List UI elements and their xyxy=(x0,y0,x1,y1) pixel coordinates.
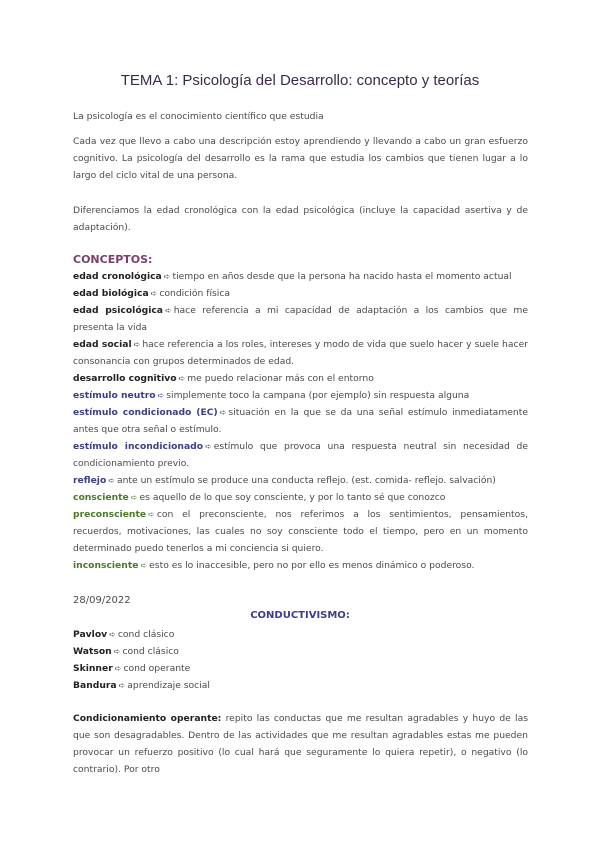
arrow-icon: ➪ xyxy=(163,272,171,281)
author-description: cond operante xyxy=(123,663,191,674)
concept-term: estímulo condicionado (EC) xyxy=(73,407,218,418)
operante-term: Condicionamiento operante: xyxy=(73,713,222,724)
concept-definition: hace referencia a los roles, intereses y modo de vida que suelo hacer y suele hacer consonancia con grupos determinados de edad. xyxy=(73,339,528,367)
concept-term: desarrollo cognitivo xyxy=(73,373,177,384)
concept-definition: simplemente toco la campana (por ejemplo) sin respuesta alguna xyxy=(166,390,470,401)
author-item xyxy=(73,643,528,660)
arrow-icon: ➪ xyxy=(109,630,116,639)
concept-definition: ante un estímulo se produce una conducta reflejo. (est. comida- reflejo. salvación) xyxy=(116,475,496,486)
author-description: cond clásico xyxy=(122,646,179,657)
paragraph-2-text: Diferenciamos la edad cronológica con la edad psicológica (incluye la capacidad asertiva y de adaptación). xyxy=(73,205,528,233)
author-item xyxy=(73,626,528,643)
concepts-section xyxy=(73,251,528,574)
author-name: Bandura xyxy=(73,680,117,691)
arrow-icon: ➪ xyxy=(118,681,126,690)
concept-item xyxy=(73,404,528,438)
concepts-heading: CONCEPTOS: xyxy=(73,253,153,266)
arrow-icon: ➪ xyxy=(140,561,148,570)
arrow-icon: ➪ xyxy=(178,374,186,383)
paragraph-1 xyxy=(73,133,528,184)
concept-item xyxy=(73,285,528,302)
arrow-icon: ➪ xyxy=(130,493,138,502)
arrow-icon: ➪ xyxy=(219,408,227,417)
intro-line: La psicología es el conocimiento científico que estudia xyxy=(73,111,324,122)
concept-definition: situación en la que se da una señal estímulo inmediatamente antes que otra señal o estímulo. xyxy=(73,407,528,435)
paragraph-1-text: Cada vez que llevo a cabo una descripción estoy aprendiendo y llevando a cabo un gran esfuerzo cognitivo. La psicología del desarrollo es la rama que estudia los cambios que tienen lugar a lo largo del ciclo vital de una persona. xyxy=(73,136,528,181)
arrow-icon: ➪ xyxy=(113,647,121,656)
concept-definition: hace referencia a mi capacidad de adaptación a los cambios que me presenta la vida xyxy=(73,305,528,333)
concept-term: consciente xyxy=(73,492,129,503)
concept-term: edad biológica xyxy=(73,288,149,299)
concept-definition: condición física xyxy=(159,288,231,299)
arrow-icon: ➪ xyxy=(108,476,115,485)
arrow-icon: ➪ xyxy=(157,391,165,400)
author-name: Watson xyxy=(73,646,112,657)
concept-definition: con el preconsciente, nos referimos a los sentimientos, pensamientos, recuerdos, motivaciones, las cuales no soy consciente todo el tiempo, pero en un momento determinado puedo tenerlos a mi conciencia si quiero. xyxy=(73,509,528,554)
arrow-icon: ➪ xyxy=(205,442,212,451)
concept-item xyxy=(73,438,528,472)
arrow-icon: ➪ xyxy=(148,510,155,519)
date-label: 28/09/2022 xyxy=(73,595,131,606)
concept-definition: estímulo que provoca una respuesta neutral sin necesidad de condicionamiento previo. xyxy=(73,441,528,469)
concept-item xyxy=(73,302,528,336)
concept-term: reflejo xyxy=(73,475,107,486)
authors-list xyxy=(73,626,528,694)
author-description: aprendizaje social xyxy=(127,680,210,691)
arrow-icon: ➪ xyxy=(150,289,158,298)
concept-item xyxy=(73,370,528,387)
concept-term: edad cronológica xyxy=(73,271,162,282)
concept-definition: esto es lo inaccesible, pero no por ello es menos dinámico o poderoso. xyxy=(149,560,475,571)
concept-item xyxy=(73,506,528,557)
concept-item xyxy=(73,472,528,489)
arrow-icon: ➪ xyxy=(165,306,172,315)
operante-paragraph xyxy=(73,710,528,778)
concept-term: inconsciente xyxy=(73,560,139,571)
concept-term: edad psicológica xyxy=(73,305,164,316)
author-description: cond clásico xyxy=(117,629,175,640)
author-item xyxy=(73,677,528,694)
conductivismo-heading: CONDUCTIVISMO: xyxy=(250,610,350,621)
arrow-icon: ➪ xyxy=(133,340,141,349)
concept-item xyxy=(73,557,528,574)
concept-term: preconsciente xyxy=(73,509,147,520)
concept-term: estímulo neutro xyxy=(73,390,156,401)
concept-term: edad social xyxy=(73,339,132,350)
operante-text: repito las conductas que me resultan agradables y huyo de las que son desagradables. Dentro de las actividades que me resultan agradables estas me pueden provocar un refuerzo positivo (lo cual hará que seguramente lo quiera repetir), o negativo (lo contrario). Por otro xyxy=(73,713,529,775)
page-title: TEMA 1: Psicología del Desarrollo: concepto y teorías xyxy=(120,72,480,89)
author-name: Skinner xyxy=(73,663,113,674)
concept-term: estímulo incondicionado xyxy=(73,441,204,452)
concept-item xyxy=(73,336,528,370)
author-item xyxy=(73,660,528,677)
concept-definition: me puedo relacionar más con el entorno xyxy=(187,373,374,384)
author-name: Pavlov xyxy=(73,629,108,640)
concept-item xyxy=(73,268,528,285)
paragraph-2 xyxy=(73,202,528,236)
concept-definition: tiempo en años desde que la persona ha nacido hasta el momento actual xyxy=(172,271,512,282)
concept-item xyxy=(73,489,528,506)
concept-item xyxy=(73,387,528,404)
operante-text-block xyxy=(73,710,528,778)
arrow-icon: ➪ xyxy=(114,664,122,673)
intro-text xyxy=(73,108,528,125)
concept-definition: es aquello de lo que soy consciente, y por lo tanto sé que conozco xyxy=(139,492,446,503)
